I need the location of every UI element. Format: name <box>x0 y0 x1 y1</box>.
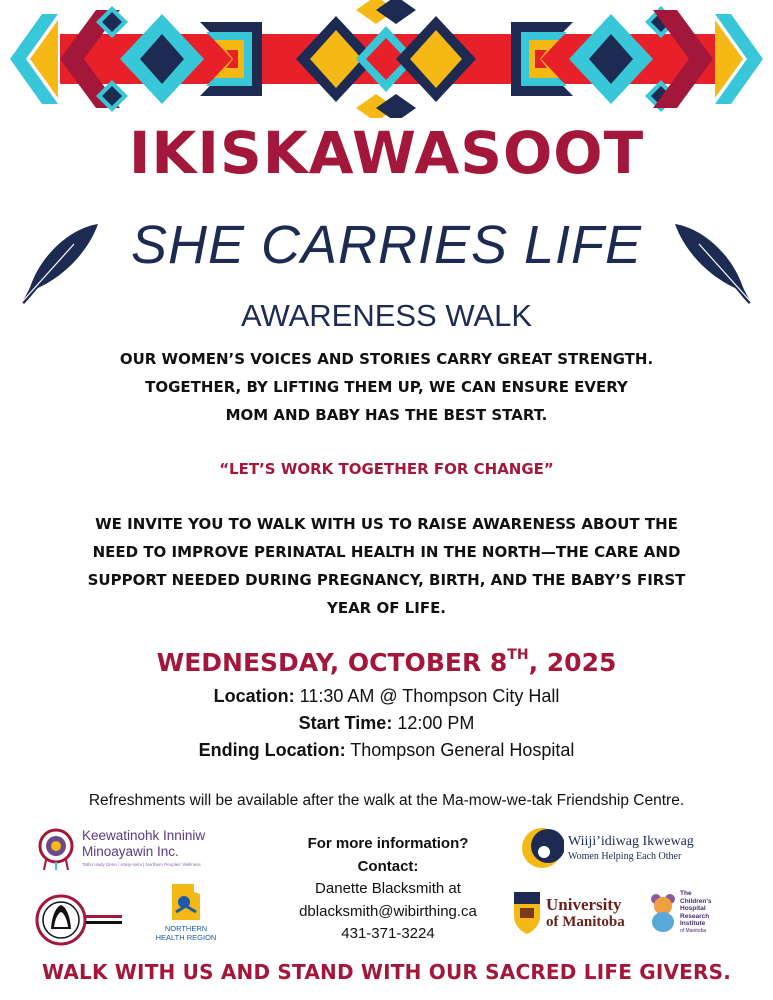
kim-name-line2: Minoayawin Inc. <box>82 844 179 859</box>
chri-line: Institute <box>680 920 706 927</box>
kim-logo <box>34 826 244 876</box>
intro-line: MOM AND BABY HAS THE BEST START. <box>225 406 548 424</box>
intro-line: OUR WOMEN’S VOICES AND STORIES CARRY GREAT STRENGTH. <box>119 350 654 368</box>
northern-name-line1: NORTHERN <box>164 924 208 933</box>
start-time-label: Start Time: <box>298 713 393 733</box>
moon-mother-icon <box>520 826 564 870</box>
wiiji-name: Wiiji’idiwag Ikwewag <box>568 834 694 849</box>
intro-line: TOGETHER, BY LIFTING THEM UP, WE CAN ENSURE EVERY <box>145 378 628 396</box>
university-of-manitoba-logo <box>512 888 630 938</box>
northern-name-line2: HEALTH REGION <box>155 933 217 942</box>
quote: “LET’S WORK TOGETHER FOR CHANGE” <box>219 460 554 478</box>
contact-email[interactable]: dblacksmith@wibirthing.ca <box>299 902 477 920</box>
location-value: 11:30 AM @ Thompson City Hall <box>294 686 560 706</box>
wiiji-tagline: Women Helping Each Other <box>568 851 682 862</box>
subtitle: SHE CARRIES LIFE <box>130 215 643 275</box>
chri-logo <box>648 888 728 938</box>
chri-line: Children's <box>680 897 712 905</box>
ending-location-value: Thompson General Hospital <box>345 740 575 760</box>
kim-emblem-icon <box>34 826 78 870</box>
contact-heading: For more information? <box>307 835 469 852</box>
chri-line: Research <box>680 912 710 920</box>
chri-line: of Manitoba <box>680 927 707 934</box>
invite-line: SUPPORT NEEDED DURING PREGNANCY, BIRTH, AND THE BABY’S FIRST <box>87 571 686 589</box>
start-time-row <box>0 710 773 737</box>
northern-health-logo <box>150 882 230 946</box>
event-type-heading: AWARENESS WALK <box>240 298 533 333</box>
invite-line: YEAR OF LIFE. <box>326 599 447 617</box>
chri-line: Hospital <box>680 905 706 912</box>
um-crest-icon <box>512 890 542 934</box>
intro-paragraph <box>60 345 713 429</box>
kim-name-line1: Keewatinohk Inniniw <box>82 828 206 843</box>
headdress-logo-icon <box>34 893 126 947</box>
start-time-value: 12:00 PM <box>392 713 475 733</box>
refreshments-note: Refreshments will be available after the walk at the Ma-mow-we-tak Friendship Centre. <box>88 792 685 809</box>
teddy-bear-icon <box>648 892 678 932</box>
contact-label: Contact: <box>357 857 419 875</box>
location-label: Location: <box>213 686 295 706</box>
manitoba-map-icon <box>166 882 206 922</box>
event-details <box>0 683 773 764</box>
chri-line: The <box>680 890 692 897</box>
ending-location-label: Ending Location: <box>198 740 346 760</box>
contact-phone[interactable]: 431-371-3224 <box>341 925 435 942</box>
kim-tagline: Tatho Hady Dene / Askiy-Isimi | Northern Peoples' Wellness <box>82 862 201 867</box>
date-suffix: , 2025 <box>528 648 617 677</box>
ending-location-row <box>0 737 773 764</box>
location-row <box>0 683 773 710</box>
date-prefix: WEDNESDAY, OCTOBER 8 <box>156 648 508 677</box>
um-name-line2: of Manitoba <box>546 914 625 930</box>
um-name-line1: University <box>546 895 622 914</box>
geometric-banner <box>0 0 773 118</box>
main-title: IKISKAWASOOT <box>128 119 645 187</box>
wiiji-logo <box>520 826 720 872</box>
date-ordinal: TH <box>507 647 529 663</box>
footer-slogan: WALK WITH US AND STAND WITH OUR SACRED LIFE GIVERS. <box>41 960 732 984</box>
contact-block <box>248 833 528 946</box>
invite-line: WE INVITE YOU TO WALK WITH US TO RAISE AWARENESS ABOUT THE <box>95 515 678 533</box>
invite-line: NEED TO IMPROVE PERINATAL HEALTH IN THE NORTH—THE CARE AND <box>92 543 681 561</box>
event-date <box>0 637 773 681</box>
invite-paragraph <box>40 510 733 622</box>
contact-name: Danette Blacksmith at <box>315 880 461 897</box>
